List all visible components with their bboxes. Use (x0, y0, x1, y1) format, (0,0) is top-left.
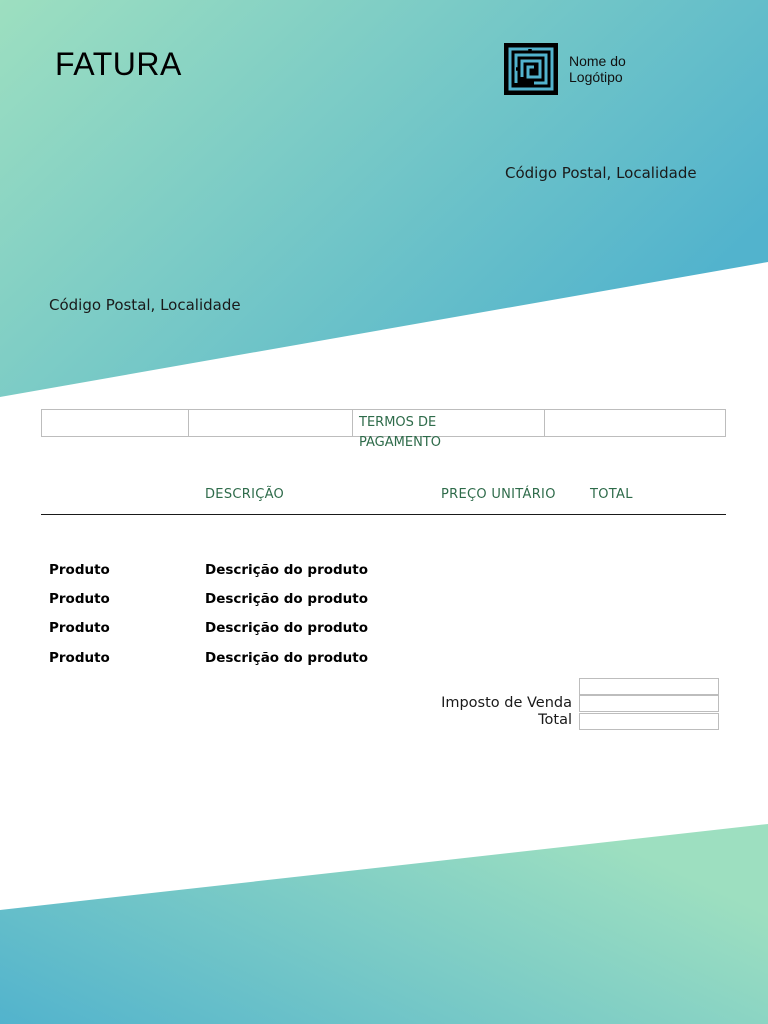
row-product: Produto (49, 650, 110, 666)
client-postal-locality: Código Postal, Localidade (49, 296, 241, 314)
row-description: Descrição do produto (205, 591, 369, 607)
total-label: Total (538, 712, 572, 728)
company-postal-locality: Código Postal, Localidade (505, 164, 697, 182)
invoice-info-table (41, 409, 726, 450)
info-cell-empty (189, 410, 353, 436)
header-divider (41, 514, 726, 515)
row-product: Produto (49, 620, 110, 636)
sales-tax-box (579, 695, 719, 712)
row-product: Produto (49, 562, 110, 578)
info-cell-empty (42, 410, 189, 436)
maze-logo-icon (504, 43, 558, 95)
row-description: Descrição do produto (205, 620, 369, 636)
invoice-title: FATURA (55, 46, 182, 82)
bottom-gradient-band (0, 824, 768, 1024)
row-description: Descrição do produto (205, 650, 369, 666)
header-total: TOTAL (590, 487, 633, 502)
total-box (579, 713, 719, 730)
sales-tax-label: Imposto de Venda (441, 695, 572, 711)
payment-terms-label: TERMOS DE PAGAMENTO (359, 415, 441, 450)
info-cell-empty (545, 410, 725, 436)
row-product: Produto (49, 591, 110, 607)
info-cell-payment-terms (353, 410, 545, 450)
row-description: Descrição do produto (205, 562, 369, 578)
logo-name: Nome do Logótipo (569, 53, 626, 85)
header-description: DESCRIÇÃO (205, 487, 285, 502)
subtotal-box (579, 678, 719, 695)
header-unit-price: PREÇO UNITÁRIO (441, 487, 556, 502)
